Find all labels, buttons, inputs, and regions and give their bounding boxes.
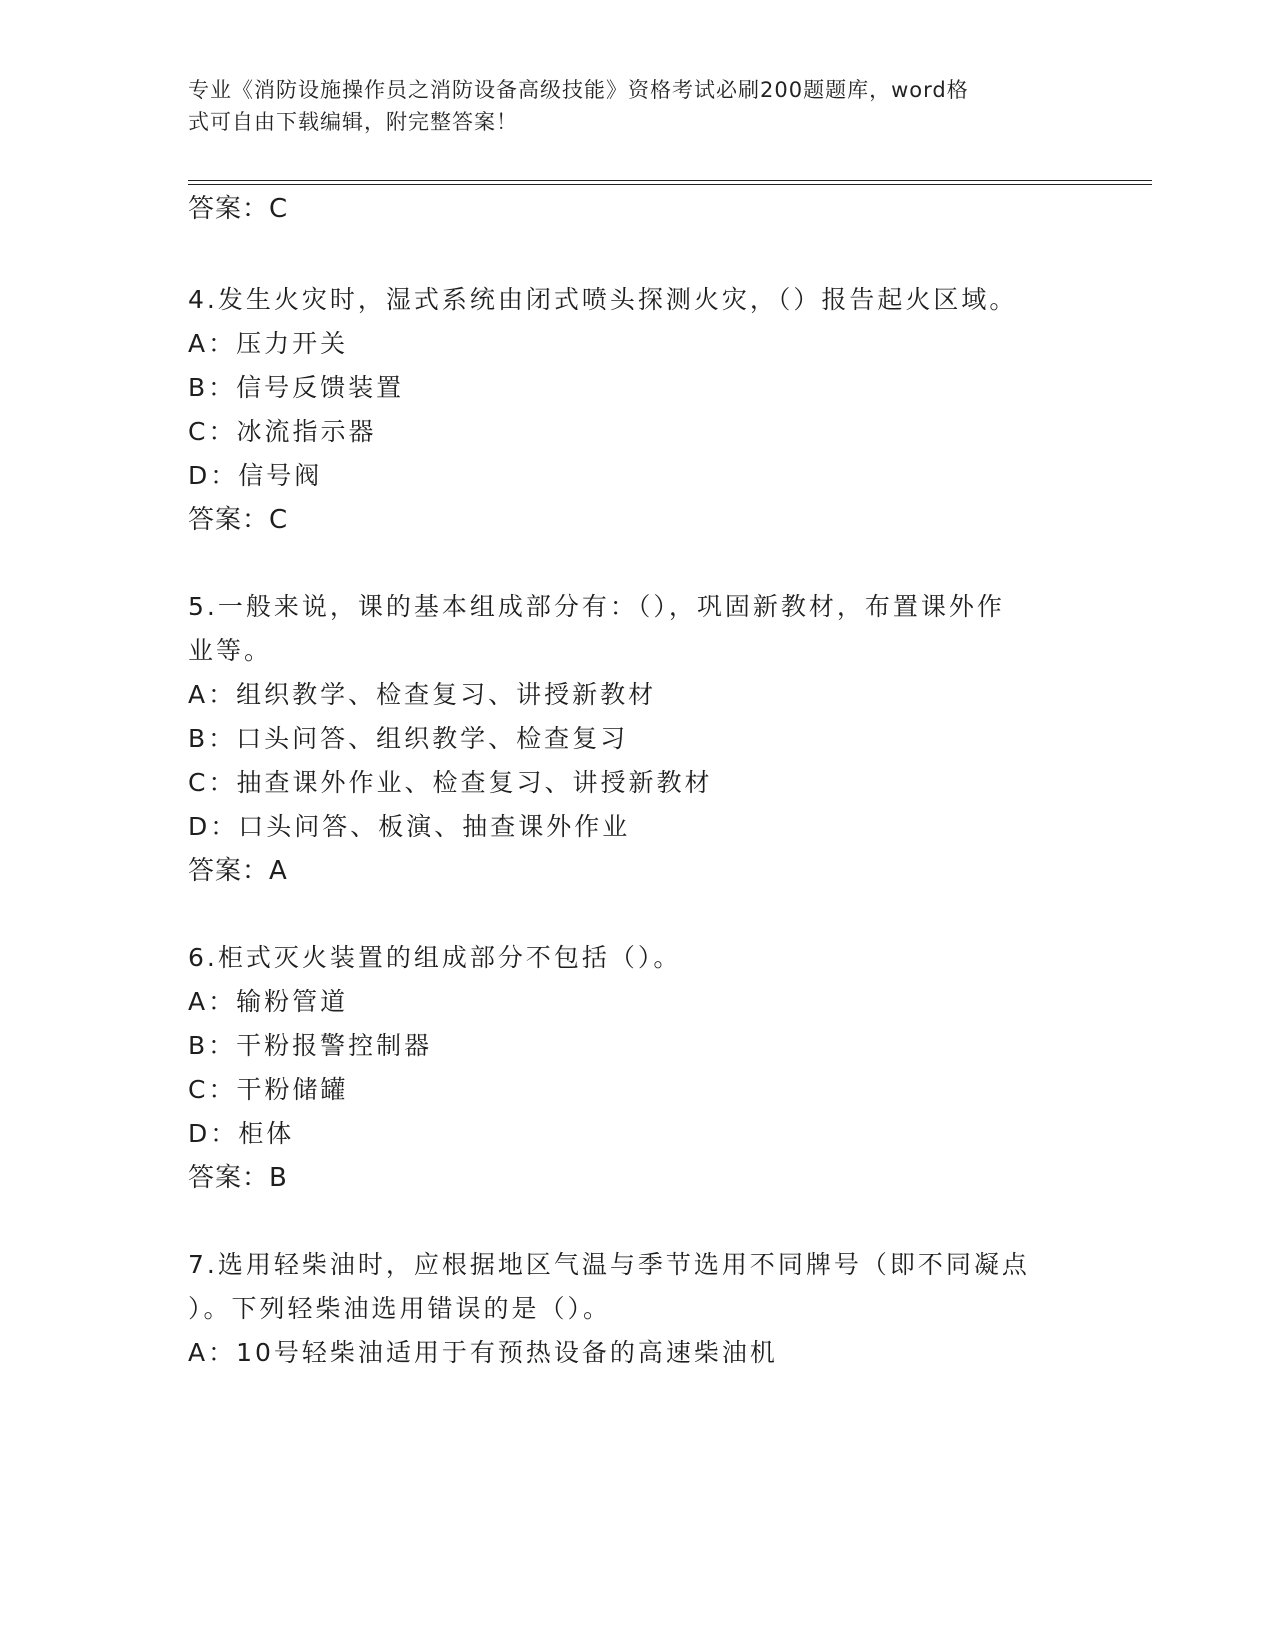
previous-answer: 答案：C xyxy=(188,194,289,224)
question-5-option-d: D：口头问答、板演、抽查课外作业 xyxy=(188,812,631,841)
question-6-option-a: A：输粉管道 xyxy=(188,987,349,1016)
question-6-option-c: C：干粉储罐 xyxy=(188,1075,349,1104)
question-6-option-d: D：柜体 xyxy=(188,1119,295,1148)
question-4-option-d: D：信号阀 xyxy=(188,461,323,490)
question-7-stem-line-1: 7.选用轻柴油时，应根据地区气温与季节选用不同牌号（即不同凝点 xyxy=(188,1250,1030,1279)
question-5-option-c: C：抽查课外作业、检查复习、讲授新教材 xyxy=(188,768,713,797)
question-4-option-b: B：信号反馈装置 xyxy=(188,373,405,402)
question-5-option-b: B：口头问答、组织教学、检查复习 xyxy=(188,724,629,753)
header-divider-bottom xyxy=(188,184,1152,185)
header-divider-top xyxy=(188,180,1152,181)
question-6-stem: 6.柜式灭火装置的组成部分不包括（）。 xyxy=(188,943,682,972)
question-4-option-c: C：冰流指示器 xyxy=(188,417,377,446)
question-4-stem: 4.发生火灾时，湿式系统由闭式喷头探测火灾，（）报告起火区域。 xyxy=(188,285,1018,314)
question-7-option-a: A：10号轻柴油适用于有预热设备的高速柴油机 xyxy=(188,1338,778,1367)
question-5-option-a: A：组织教学、检查复习、讲授新教材 xyxy=(188,680,657,709)
question-4-option-a: A：压力开关 xyxy=(188,329,349,358)
header-line-2: 式可自由下载编辑，附完整答案！ xyxy=(188,110,518,134)
question-7-stem-line-2: ）。下列轻柴油选用错误的是（）。 xyxy=(188,1294,612,1323)
question-4-answer: 答案：C xyxy=(188,505,289,535)
header-line-1: 专业《消防设施操作员之消防设备高级技能》资格考试必刷200题题库，word格 xyxy=(188,78,969,102)
question-5-stem-line-1: 5.一般来说，课的基本组成部分有：（），巩固新教材，布置课外作 xyxy=(188,592,1005,621)
question-5-stem-line-2: 业等。 xyxy=(188,636,273,665)
document-header xyxy=(188,74,1068,138)
question-6-option-b: B：干粉报警控制器 xyxy=(188,1031,433,1060)
question-5-answer: 答案：A xyxy=(188,856,288,886)
question-6-answer: 答案：B xyxy=(188,1163,288,1193)
